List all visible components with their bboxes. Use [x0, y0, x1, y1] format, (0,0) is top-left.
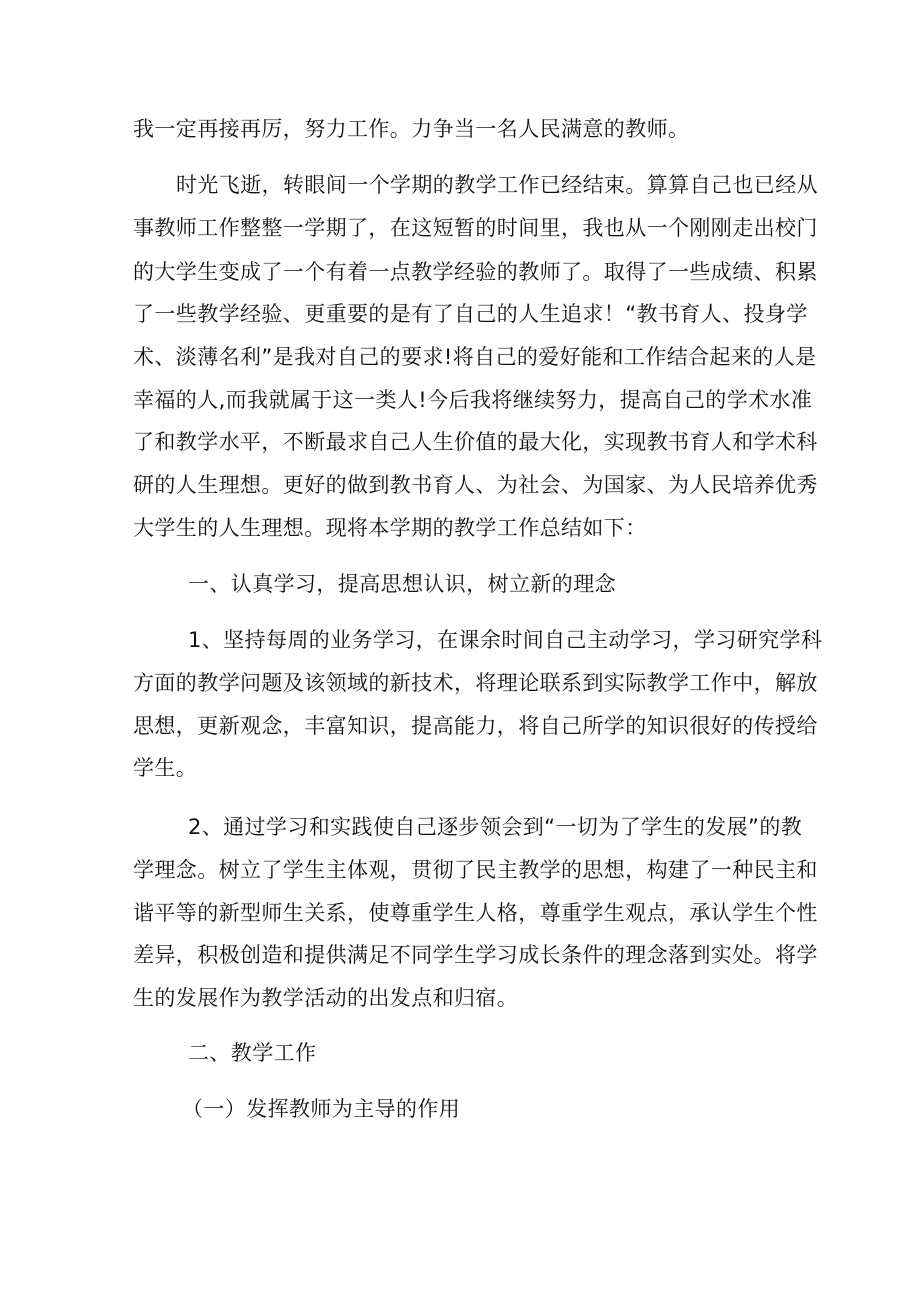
text-line: 时光飞逝，转眼间一个学期的教学工作已经结束。算算自己也已经从	[176, 173, 818, 197]
text-line: 我一定再接再厉，努力工作。力争当一名人民满意的教师。	[133, 117, 690, 141]
text-line: 了一些教学经验、更重要的是有了自己的人生追求！“教书育人、投身学	[133, 302, 808, 326]
section-heading: 二、教学工作	[188, 1041, 317, 1065]
text-line: 思想，更新观念，丰富知识，提高能力，将自己所学的知识很好的传授给	[133, 714, 818, 738]
text-line: 了和教学水平，不断最求自己人生价值的最大化，实现教书育人和学术科	[133, 430, 818, 454]
text-line: 学理念。树立了学生主体观，贯彻了民主教学的思想，构建了一种民主和	[133, 858, 818, 882]
section-heading: 一、认真学习，提高思想认识，树立新的理念	[188, 572, 616, 596]
subsection-heading: （一）发挥教师为主导的作用	[182, 1097, 461, 1121]
text-line: 2、通过学习和实践使自己逐步领会到“一切为了学生的发展”的教	[188, 815, 803, 839]
text-line: 研的人生理想。更好的做到教书育人、为社会、为国家、为人民培养优秀	[133, 473, 818, 497]
text-line: 谐平等的新型师生关系，使尊重学生人格，尊重学生观点，承认学生个性	[133, 901, 818, 925]
text-line: 生的发展作为教学活动的出发点和归宿。	[133, 986, 519, 1010]
text-line: 大学生的人生理想。现将本学期的教学工作总结如下：	[133, 516, 647, 540]
text-line: 的大学生变成了一个有着一点教学经验的教师了。取得了一些成绩、积累	[133, 260, 818, 284]
text-line: 1、坚持每周的业务学习，在课余时间自己主动学习，学习研究学科	[188, 628, 823, 652]
text-line: 幸福的人,而我就属于这一类人!今后我将继续努力，提高自己的学术水准	[133, 388, 813, 412]
text-line: 术、淡薄名利”是我对自己的要求!将自己的爱好能和工作结合起来的人是	[133, 345, 817, 369]
text-line: 事教师工作整整一学期了，在这短暂的时间里，我也从一个刚刚走出校门	[133, 216, 818, 240]
text-line: 差异，积极创造和提供满足不同学生学习成长条件的理念落到实处。将学	[133, 943, 818, 967]
text-line: 学生。	[133, 756, 198, 780]
text-line: 方面的教学问题及该领域的新技术，将理论联系到实际教学工作中，解放	[133, 671, 818, 695]
